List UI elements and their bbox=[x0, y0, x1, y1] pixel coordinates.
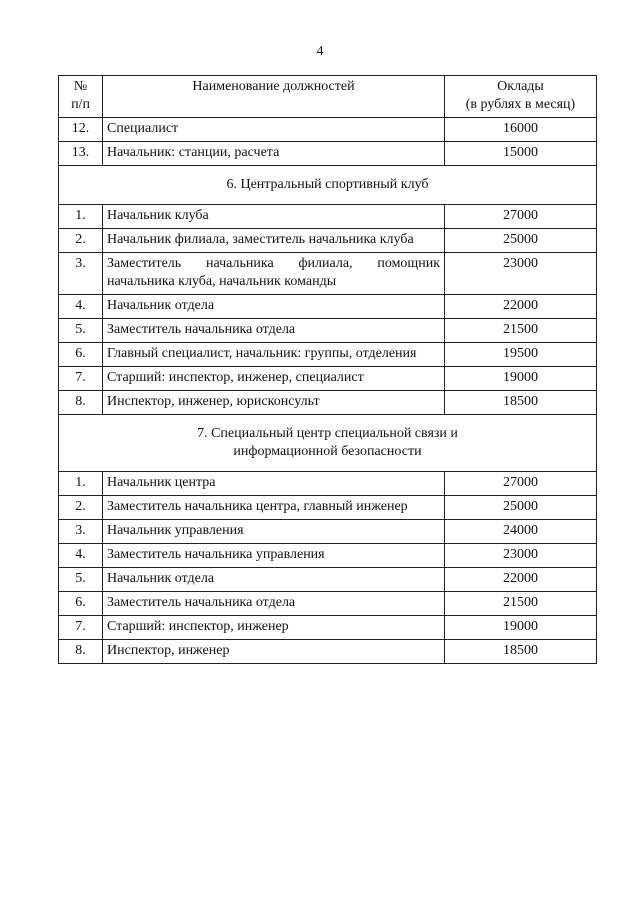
table-row bbox=[59, 229, 597, 253]
row-position: Начальник отдела bbox=[103, 295, 445, 319]
table-row bbox=[59, 496, 597, 520]
section-7-title-line2: информационной безопасности bbox=[233, 444, 422, 459]
row-salary: 19000 bbox=[445, 616, 597, 640]
section-heading-row bbox=[59, 166, 597, 205]
row-position: Начальник клуба bbox=[103, 205, 445, 229]
row-number: 3. bbox=[59, 253, 103, 295]
row-salary: 23000 bbox=[445, 253, 597, 295]
table-row bbox=[59, 472, 597, 496]
row-salary: 18500 bbox=[445, 640, 597, 664]
header-salary bbox=[445, 76, 597, 118]
section-7-title bbox=[59, 415, 597, 472]
row-salary: 27000 bbox=[445, 472, 597, 496]
table-row bbox=[59, 295, 597, 319]
table-header-row bbox=[59, 76, 597, 118]
row-salary: 21500 bbox=[445, 319, 597, 343]
table-row bbox=[59, 391, 597, 415]
table-row bbox=[59, 640, 597, 664]
header-position: Наименование должностей bbox=[103, 76, 445, 118]
row-number: 1. bbox=[59, 205, 103, 229]
row-salary: 19500 bbox=[445, 343, 597, 367]
page-number: 4 bbox=[316, 44, 324, 59]
section-7-title-line1: 7. Специальный центр специальной связи и bbox=[197, 426, 458, 441]
row-number: 5. bbox=[59, 568, 103, 592]
row-number: 8. bbox=[59, 391, 103, 415]
row-position: Старший: инспектор, инженер bbox=[103, 616, 445, 640]
row-position: Главный специалист, начальник: группы, отделения bbox=[103, 343, 445, 367]
table-row bbox=[59, 253, 597, 295]
row-number: 5. bbox=[59, 319, 103, 343]
row-position: Заместитель начальника отдела bbox=[103, 319, 445, 343]
row-number: 7. bbox=[59, 367, 103, 391]
row-salary: 15000 bbox=[445, 142, 597, 166]
row-number: 7. bbox=[59, 616, 103, 640]
row-position: Специалист bbox=[103, 118, 445, 142]
row-salary: 25000 bbox=[445, 496, 597, 520]
row-salary: 22000 bbox=[445, 568, 597, 592]
table-row bbox=[59, 568, 597, 592]
row-position: Начальник: станции, расчета bbox=[103, 142, 445, 166]
header-salary-line2: (в рублях в месяц) bbox=[465, 97, 576, 112]
table-row bbox=[59, 142, 597, 166]
row-number: 2. bbox=[59, 496, 103, 520]
row-number: 1. bbox=[59, 472, 103, 496]
row-number: 4. bbox=[59, 544, 103, 568]
row-salary: 21500 bbox=[445, 592, 597, 616]
row-number: 6. bbox=[59, 592, 103, 616]
row-number: 8. bbox=[59, 640, 103, 664]
table-row bbox=[59, 520, 597, 544]
row-position: Заместитель начальника филиала, помощник начальника клуба, начальник команды bbox=[103, 253, 445, 295]
row-salary: 24000 bbox=[445, 520, 597, 544]
row-position: Инспектор, инженер, юрисконсульт bbox=[103, 391, 445, 415]
header-salary-line1: Оклады bbox=[497, 79, 544, 94]
table-row bbox=[59, 319, 597, 343]
salary-table bbox=[58, 75, 597, 664]
row-position: Заместитель начальника отдела bbox=[103, 592, 445, 616]
table-row bbox=[59, 592, 597, 616]
row-position: Заместитель начальника центра, главный инженер bbox=[103, 496, 445, 520]
row-salary: 22000 bbox=[445, 295, 597, 319]
table-row bbox=[59, 118, 597, 142]
row-salary: 18500 bbox=[445, 391, 597, 415]
row-salary: 25000 bbox=[445, 229, 597, 253]
table-row bbox=[59, 205, 597, 229]
row-position: Начальник филиала, заместитель начальника клуба bbox=[103, 229, 445, 253]
row-number: 6. bbox=[59, 343, 103, 367]
row-salary: 19000 bbox=[445, 367, 597, 391]
header-number bbox=[59, 76, 103, 118]
row-salary: 16000 bbox=[445, 118, 597, 142]
row-position: Начальник центра bbox=[103, 472, 445, 496]
section-heading-row bbox=[59, 415, 597, 472]
header-number-line2: п/п bbox=[71, 97, 90, 112]
table-row bbox=[59, 343, 597, 367]
row-salary: 27000 bbox=[445, 205, 597, 229]
header-number-line1: № bbox=[73, 79, 88, 94]
row-number: 2. bbox=[59, 229, 103, 253]
table-row bbox=[59, 367, 597, 391]
row-salary: 23000 bbox=[445, 544, 597, 568]
row-position: Начальник управления bbox=[103, 520, 445, 544]
row-position: Начальник отдела bbox=[103, 568, 445, 592]
row-position: Заместитель начальника управления bbox=[103, 544, 445, 568]
table-row bbox=[59, 544, 597, 568]
section-6-title: 6. Центральный спортивный клуб bbox=[59, 166, 597, 205]
row-position: Старший: инспектор, инженер, специалист bbox=[103, 367, 445, 391]
row-number: 13. bbox=[59, 142, 103, 166]
row-number: 12. bbox=[59, 118, 103, 142]
table-row bbox=[59, 616, 597, 640]
row-number: 4. bbox=[59, 295, 103, 319]
row-position: Инспектор, инженер bbox=[103, 640, 445, 664]
row-number: 3. bbox=[59, 520, 103, 544]
